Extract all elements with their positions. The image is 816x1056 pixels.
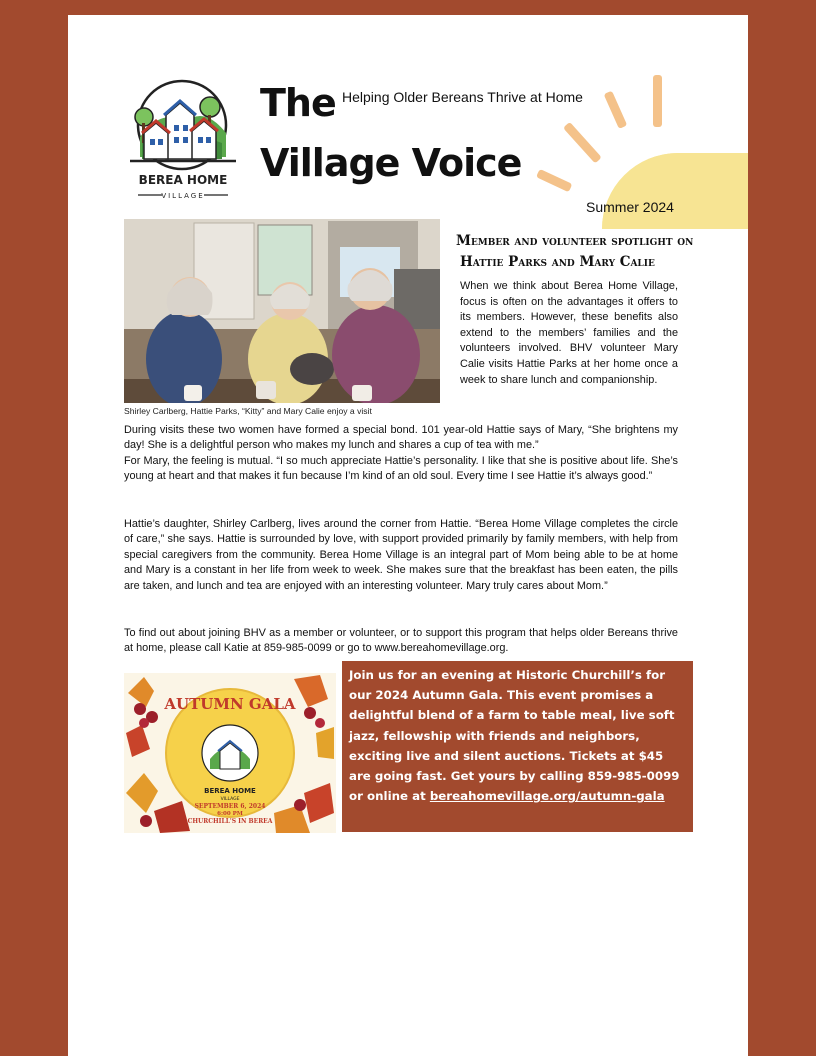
season-label: Summer 2024 (586, 199, 674, 215)
gala-description: Join us for an evening at Historic Churchill’s for our 2024 Autumn Gala. This event promises a delightful blend of a farm to table meal, live soft jazz, fellowship with friends and neighbors, exciting live and silent auctions. Tickets at $45 are going fast. Get yours by calling 859-985-0099 or online at (349, 668, 680, 804)
spotlight-heading-line2: Hattie Parks and Mary Calie (460, 254, 655, 270)
logo-text-top: BEREA HOME (138, 173, 228, 187)
article-paragraph-shirley: Hattie’s daughter, Shirley Carlberg, lives around the corner from Hattie. “Berea Home Village completes the circle of care,” she says. Hattie is surrounded by love, with support provided primarily by family members, with help from special caregivers from the community. Berea Home Village is an integral part of Mom being able to be at home and Mary is a constant in her life from week to week. She makes sure that the breakfast has been eaten, the pills are taken, and lunch and tea are enjoyed with an interesting volunteer. Mary truly cares about Mom.” (124, 518, 678, 592)
gala-announcement-text (349, 665, 687, 806)
logo-text-bottom: VILLAGE (161, 192, 205, 200)
gala-badge-logo-bottom: VILLAGE (220, 797, 240, 802)
autumn-gala-graphic (124, 673, 336, 833)
newsletter-title-line2: Village Voice (260, 141, 522, 185)
article-paragraph-bond: During visits these two women have formed a special bond. 101 year-old Hattie says of Mary, “She brightens my day! She is a delightful person who makes my lunch and shares a cup of tea with me.” (124, 424, 678, 452)
gala-announcement (342, 661, 693, 832)
visit-photo (124, 219, 440, 403)
berea-home-village-logo (122, 77, 244, 207)
photo-caption: Shirley Carlberg, Hattie Parks, “Kitty” and Mary Calie enjoy a visit (124, 406, 372, 416)
newsletter-page (68, 15, 748, 1056)
tagline: Helping Older Bereans Thrive at Home (342, 89, 583, 105)
spotlight-heading-line1: Member and volunteer spotlight on (456, 233, 694, 249)
article-paragraph-contact: To find out about joining BHV as a member or volunteer, or to support this program that helps older Bereans thrive at home, please call Katie at 859-985-0099 or go to www.bereahomevillage.org. (124, 627, 678, 655)
gala-badge-time: 6:00 PM (217, 811, 243, 817)
newsletter-title-line1: The (260, 81, 336, 125)
gala-badge-place: CHURCHILL'S IN BEREA (187, 818, 273, 825)
gala-badge-logo-top: BEREA HOME (204, 787, 256, 795)
gala-badge-title: AUTUMN GALA (164, 695, 296, 713)
spotlight-intro: When we think about Berea Home Village, focus is often on the advantages it offers to its members. However, these benefits also extend to the members’ families and the volunteers involved. BHV volunteer Mary Calie visits Hattie Parks at her home once a week to share lunch and companionship. (460, 280, 678, 386)
article-paragraph-1 (124, 423, 678, 485)
gala-badge-date: SEPTEMBER 6, 2024 (194, 803, 266, 810)
article-paragraph-mary: For Mary, the feeling is mutual. “I so much appreciate Hattie’s personality. I like that she is positive about life. She’s young at heart and that makes it fun because I’m kind of an old soul. Every time I see Hattie it’s always good.” (124, 454, 678, 483)
gala-link[interactable]: bereahomevillage.org/autumn-gala (429, 789, 665, 804)
spotlight-heading (456, 231, 706, 273)
